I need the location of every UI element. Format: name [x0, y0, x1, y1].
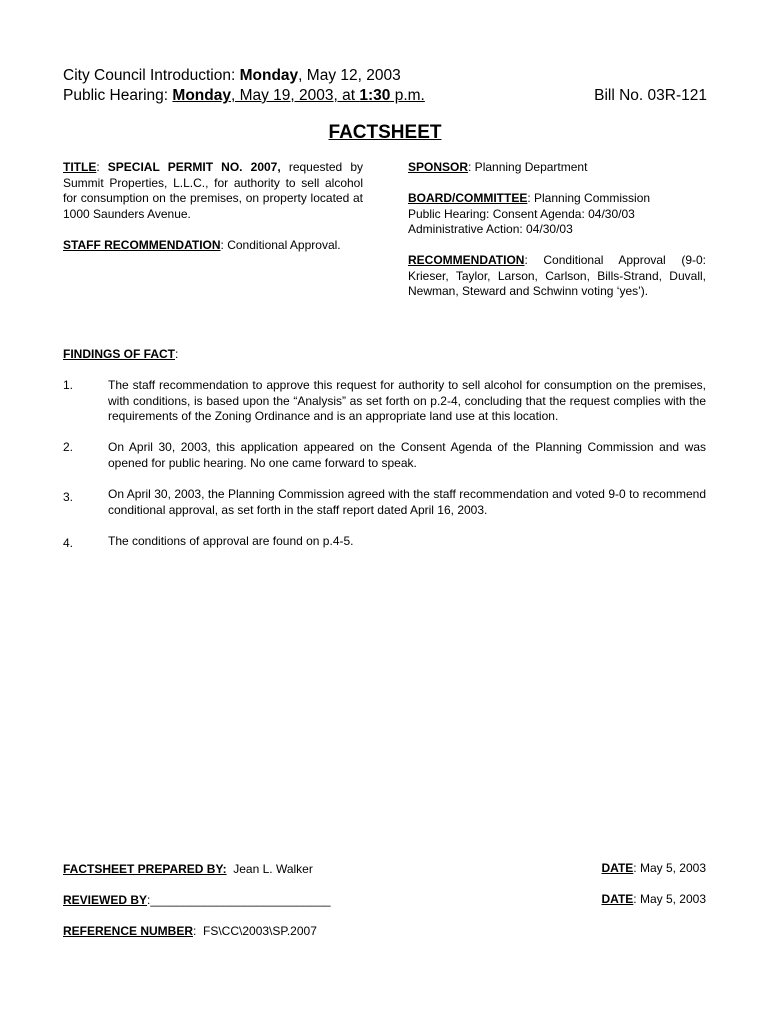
finding-number: 2.: [63, 440, 74, 454]
date-label: DATE: [601, 892, 634, 906]
reviewed-by-line: :___________________________: [147, 893, 331, 907]
finding-text: On April 30, 2003, the Planning Commission agreed with the staff recommendation and voted 9-0 to recommend conditional approval, as set forth in the staff report dated April 16, 2003.: [108, 487, 706, 517]
title-permit: SPECIAL PERMIT NO. 2007,: [107, 160, 281, 174]
reviewed-by-label: REVIEWED BY: [63, 893, 148, 907]
finding-text: On April 30, 2003, this application appeared on the Consent Agenda of the Planning Commission and was opened for public hearing. No one came forward to speak.: [108, 440, 706, 470]
public-hearing-consent: Public Hearing: Consent Agenda: 04/30/03: [408, 206, 635, 221]
finding-number: 3.: [63, 490, 74, 504]
date-value: : May 5, 2003: [633, 861, 706, 875]
bill-number: Bill No. 03R-121: [594, 87, 707, 104]
reviewed-date: [602, 892, 707, 908]
board-label: BOARD/COMMITTEE: [408, 191, 528, 205]
hearing-time: 1:30: [359, 87, 391, 104]
board-committee: [408, 191, 650, 238]
staff-recommendation-text: : Conditional Approval.: [220, 238, 341, 252]
reference-number-value: : FS\CC\2003\SP.2007: [193, 924, 317, 938]
findings-colon: :: [175, 347, 179, 361]
intro-day: Monday: [239, 67, 299, 84]
intro-date: , May 12, 2003: [298, 67, 401, 84]
sponsor: [408, 160, 587, 176]
board-text: : Planning Commission: [527, 191, 651, 205]
finding-number: 1.: [63, 378, 74, 392]
prepared-by: [63, 862, 313, 878]
public-hearing-line: [63, 86, 425, 105]
title-block: [63, 160, 363, 222]
prepared-by-label: FACTSHEET PREPARED BY:: [63, 862, 227, 876]
finding-item: [63, 487, 706, 518]
finding-item: [63, 378, 706, 425]
findings-heading: [63, 347, 178, 363]
prepared-by-name: Jean L. Walker: [226, 862, 313, 876]
finding-number: 4.: [63, 536, 74, 550]
finding-item: [63, 534, 706, 550]
title-colon: :: [96, 160, 108, 174]
findings-label: FINDINGS OF FACT: [63, 347, 175, 361]
sponsor-label: SPONSOR: [408, 160, 469, 174]
sponsor-text: : Planning Department: [468, 160, 588, 174]
recommendation-text: : Conditional Approval (9-0: Krieser, Taylor, Larson, Carlson, Bills-Strand, Duvall, Newman, Steward and Schwinn voting ‘yes’).: [408, 253, 706, 298]
prepared-date: [602, 861, 707, 877]
hearing-ampm: p.m.: [390, 87, 425, 104]
page-title: FACTSHEET: [328, 122, 442, 143]
intro-label: City Council Introduction:: [63, 67, 240, 84]
administrative-action: Administrative Action: 04/30/03: [408, 222, 573, 236]
council-introduction-line: [63, 66, 401, 85]
reference-number: [63, 924, 317, 940]
commission-recommendation: [408, 253, 706, 300]
finding-text: The staff recommendation to approve this request for authority to sell alcohol for consumption on the premises, with conditions, is based upon the “Analysis” as set forth on p.2-4, concluding that the request complies with the requirements of the Zoning Ordinance and is an appropriate land use at this location.: [108, 378, 706, 423]
finding-item: [63, 440, 706, 471]
hearing-date: , May 19, 2003, at: [230, 87, 360, 104]
staff-recommendation-label: STAFF RECOMMENDATION: [63, 238, 221, 252]
recommendation-label: RECOMMENDATION: [408, 253, 525, 267]
staff-recommendation: [63, 238, 341, 254]
hearing-label: Public Hearing:: [63, 87, 173, 104]
hearing-day: Monday: [172, 87, 231, 104]
reference-number-label: REFERENCE NUMBER: [63, 924, 194, 938]
date-label: DATE: [601, 861, 634, 875]
reviewed-by: [63, 893, 331, 909]
title-description: requested by Summit Properties, L.L.C., for authority to sell alcohol for consumption on the premises, on property located at 1000 Saunders Avenue.: [63, 160, 363, 221]
date-value: : May 5, 2003: [633, 892, 706, 906]
finding-text: The conditions of approval are found on p.4-5.: [108, 534, 354, 548]
title-label: TITLE: [63, 160, 97, 174]
